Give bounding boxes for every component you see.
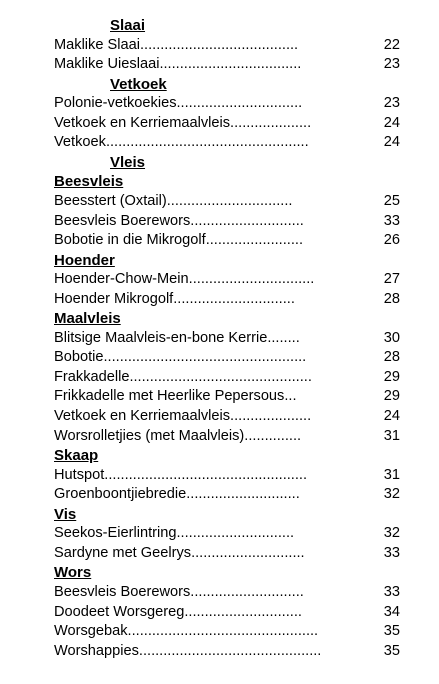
dot-leader: .................................................. (105, 134, 309, 151)
dot-leader: ................................... (159, 56, 302, 73)
page-number: 30 (383, 329, 400, 346)
entry-title: Beesstert (Oxtail)............................... (54, 192, 293, 209)
entry-title: Hoender-Chow-Mein............................... (54, 271, 315, 288)
page-number: 35 (383, 642, 400, 659)
page-number: 34 (383, 603, 400, 620)
toc-entry (54, 485, 400, 505)
page-number: 24 (383, 408, 400, 424)
dot-leader: ............................ (190, 583, 304, 600)
entry-title: Bobotie.................................................. (54, 349, 307, 366)
entry-title: Worsrolletjies (met Maalvleis).............. (54, 427, 302, 444)
page-number: 22 (383, 36, 400, 53)
dot-leader: .................... (230, 114, 312, 131)
toc-entry (54, 387, 400, 407)
dot-leader: ............................................. (129, 368, 312, 385)
entry-title: Frakkadelle............................................. (54, 368, 312, 385)
page-number: 31 (383, 427, 400, 444)
section-heading: Vetkoek (110, 75, 167, 93)
dot-leader: ............................. (184, 603, 302, 620)
entry-title: Blitsige Maalvleis-en-bone Kerrie........ (54, 329, 300, 346)
dot-leader: ............................................... (127, 623, 319, 640)
page-number: 33 (383, 544, 400, 561)
page-number: 28 (383, 290, 400, 307)
toc-entry (54, 427, 400, 447)
dot-leader: ............................. (176, 525, 295, 542)
section-heading: Wors (54, 564, 92, 582)
entry-title: Vetkoek en Kerriemaalvleis.................... (54, 114, 312, 131)
entry-title: Polonie-vetkoekies............................... (54, 95, 303, 112)
section-heading: Maalvleis (54, 310, 121, 328)
entry-title: Vetkoek en Kerriemaalvleis.................... (54, 408, 312, 424)
dot-leader: .................................................. (103, 349, 307, 366)
dot-leader: .............................. (173, 290, 295, 307)
dot-leader: ............................ (191, 544, 305, 561)
toc-entry (54, 231, 400, 251)
dot-leader: ........ (267, 329, 300, 346)
toc-entry (54, 368, 400, 388)
entry-title: Hoender Mikrogolf.............................. (54, 290, 295, 307)
page-number: 29 (383, 388, 400, 405)
page-number: 23 (383, 95, 400, 112)
toc-entry (54, 290, 400, 310)
page-number: 32 (383, 525, 400, 542)
page-number: 26 (383, 232, 400, 249)
page-number: 32 (383, 486, 400, 503)
toc-entry (54, 348, 400, 368)
toc-entry (54, 583, 400, 603)
page-number: 23 (383, 56, 400, 73)
dot-leader: ............................... (188, 271, 315, 288)
entry-title: Bobotie in die Mikrogolf........................ (54, 232, 304, 249)
entry-title: Worsgebak............................................... (54, 623, 319, 640)
dot-leader: .............. (244, 427, 302, 444)
entry-title: Doodeet Worsgereg............................. (54, 603, 302, 620)
dot-leader: ....................................... (139, 36, 299, 53)
dot-leader: ............................ (190, 212, 304, 229)
entry-title: Beesvleis Boerewors............................ (54, 212, 304, 229)
section-heading: Slaai (110, 17, 146, 34)
toc-entry (54, 270, 400, 290)
dot-leader: ............................................. (138, 642, 322, 659)
toc-entry (54, 192, 400, 212)
page-number: 35 (383, 623, 400, 640)
page-number: 33 (383, 583, 400, 600)
section-heading: Hoender (54, 251, 115, 269)
toc-entry (54, 466, 400, 486)
section-heading: Beesvleis (54, 173, 124, 191)
page-number: 25 (383, 192, 400, 209)
toc-entry (54, 55, 400, 75)
section-heading: Vis (54, 505, 77, 523)
section-heading: Skaap (54, 447, 99, 465)
toc-entry (54, 212, 400, 232)
entry-title: Worshappies............................................. (54, 642, 322, 659)
dot-leader: ............................ (186, 486, 300, 503)
page-number: 28 (383, 349, 400, 366)
entry-title: Groenboontjiebredie............................ (54, 486, 300, 503)
entry-title: Maklike Slaai....................................... (54, 36, 299, 53)
entry-title: Frikkadelle met Heerlike Pepersous... (54, 388, 297, 405)
toc-entry (54, 114, 400, 134)
entry-title: Hutspot.................................................. (54, 466, 308, 483)
dot-leader: ... (284, 388, 297, 405)
toc-entry (54, 524, 400, 544)
section-heading: Vleis (110, 153, 146, 171)
entry-title: Maklike Uieslaai................................... (54, 56, 302, 73)
dot-leader: ............................... (176, 95, 303, 112)
dot-leader: ........................ (205, 232, 304, 249)
page-number: 29 (383, 368, 400, 385)
dot-leader: .................................................. (104, 466, 308, 483)
toc-entry (54, 544, 400, 564)
page-number: 27 (383, 271, 400, 288)
page-number: 24 (383, 134, 400, 151)
entry-title: Seekos-Eierlintring............................. (54, 525, 295, 542)
entry-title: Sardyne met Geelrys............................ (54, 544, 305, 561)
toc-entry (54, 642, 400, 662)
dot-leader: ............................... (166, 192, 293, 209)
page-number: 31 (383, 466, 400, 483)
entry-title: Vetkoek.................................................. (54, 134, 309, 151)
dot-leader: .................... (230, 408, 312, 424)
toc-entry (54, 622, 400, 642)
toc-entry (54, 133, 400, 153)
page-number: 33 (383, 212, 400, 229)
page-number: 24 (383, 114, 400, 131)
toc-entry (54, 36, 400, 56)
toc-entry (54, 94, 400, 114)
toc-entry (54, 329, 400, 349)
toc-entry (54, 603, 400, 623)
entry-title: Beesvleis Boerewors............................ (54, 583, 304, 600)
toc-entry (54, 407, 400, 427)
